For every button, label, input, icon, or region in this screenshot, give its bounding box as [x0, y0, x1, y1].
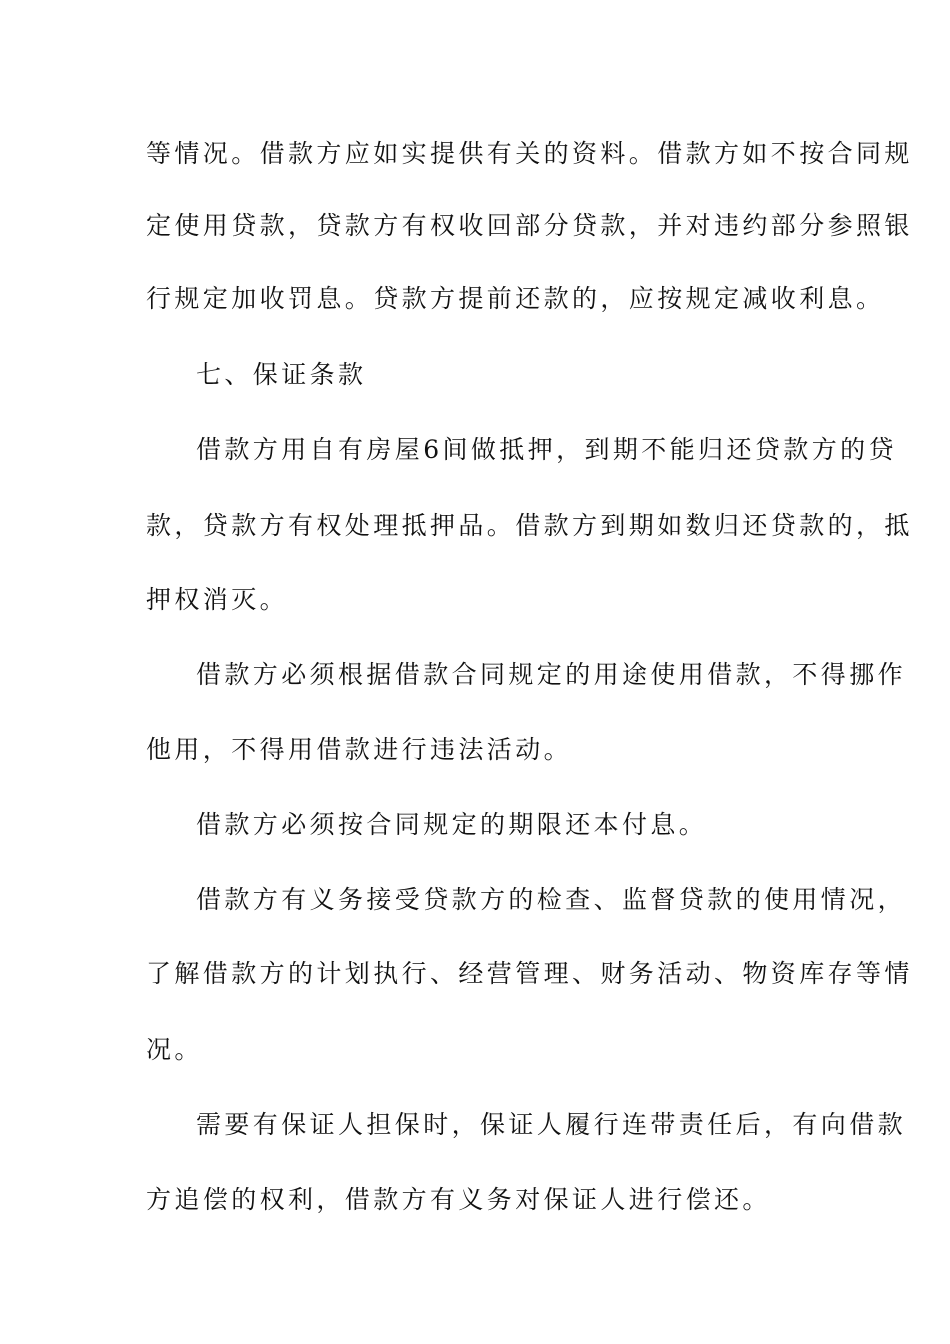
text-line: 方追偿的权利，借款方有义务对保证人进行偿还。: [146, 1185, 771, 1214]
section-heading: 七、保证条款: [196, 360, 367, 389]
text-line: 借款方必须根据借款合同规定的用途使用借款，不得挪作: [196, 660, 907, 689]
text-line: 借款方有义务接受贷款方的检查、监督贷款的使用情况，: [196, 885, 907, 914]
text-line: 借款方用自有房屋6间做抵押，到期不能归还贷款方的贷: [196, 435, 897, 464]
text-line: 借款方必须按合同规定的期限还本付息。: [196, 810, 708, 839]
text-line: 需要有保证人担保时，保证人履行连带责任后，有向借款: [196, 1110, 907, 1139]
text-line: 况。: [146, 1035, 203, 1064]
text-line: 了解借款方的计划执行、经营管理、财务活动、物资库存等情: [146, 959, 913, 988]
text-line: 定使用贷款，贷款方有权收回部分贷款，并对违约部分参照银: [146, 211, 913, 240]
text-line: 款，贷款方有权处理抵押品。借款方到期如数归还贷款的，抵: [146, 511, 913, 540]
text-line: 行规定加收罚息。贷款方提前还款的，应按规定减收利息。: [146, 284, 885, 313]
text-line: 他用，不得用借款进行违法活动。: [146, 735, 573, 764]
text-line: 等情况。借款方应如实提供有关的资料。借款方如不按合同规: [146, 139, 913, 168]
text-line: 押权消灭。: [146, 585, 289, 614]
